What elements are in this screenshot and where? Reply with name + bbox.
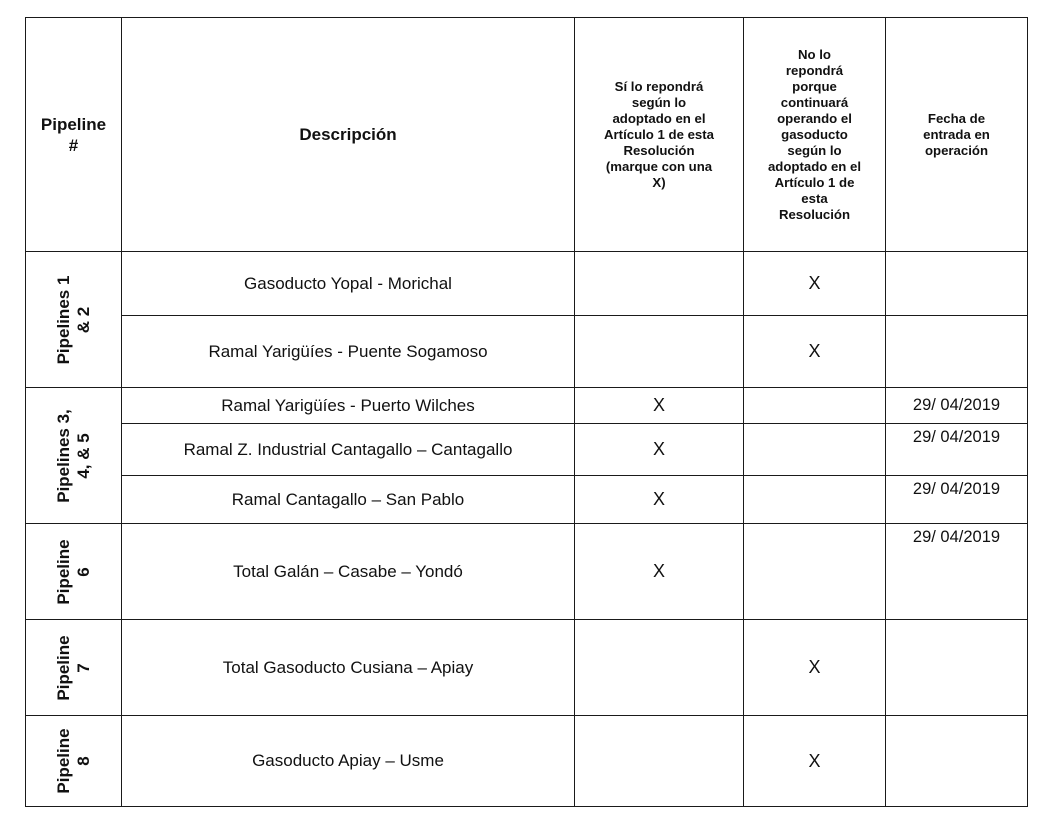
fecha-cell: 29/ 04/2019 <box>886 524 1028 620</box>
header-line: continuará <box>780 94 849 110</box>
header-line: X) <box>652 174 666 190</box>
header-description: Descripción <box>122 18 575 252</box>
group-label-line: Pipelines 1 <box>53 275 73 364</box>
no-cell <box>744 524 886 620</box>
header-pipeline <box>26 18 122 252</box>
header-line: adoptado en el <box>612 110 706 126</box>
header-line: Artículo 1 de <box>774 174 855 190</box>
si-cell: X <box>575 388 744 424</box>
header-line: gasoducto <box>781 126 848 142</box>
group-label-pipeline-8 <box>26 716 122 807</box>
group-label-line: Pipeline <box>53 634 73 701</box>
description-cell: Ramal Cantagallo – San Pablo <box>122 476 575 524</box>
group-label-line: & 2 <box>73 306 93 333</box>
header-line: (marque con una <box>605 158 713 174</box>
no-cell: X <box>744 252 886 316</box>
header-pipeline-line1: Pipeline <box>40 114 107 134</box>
no-cell <box>744 388 886 424</box>
description-cell: Ramal Yarigüíes - Puente Sogamoso <box>122 316 575 388</box>
si-cell: X <box>575 524 744 620</box>
description-cell: Total Galán – Casabe – Yondó <box>122 524 575 620</box>
description-cell: Gasoducto Apiay – Usme <box>122 716 575 807</box>
fecha-cell <box>886 716 1028 807</box>
si-cell: X <box>575 424 744 476</box>
header-line: según lo <box>787 142 842 158</box>
header-no-repondra <box>744 18 886 252</box>
table-row <box>26 620 1028 716</box>
no-cell: X <box>744 716 886 807</box>
fecha-cell <box>886 316 1028 388</box>
group-label-line: 4, & 5 <box>73 432 93 479</box>
si-cell <box>575 316 744 388</box>
group-label-line: Pipeline <box>53 538 73 605</box>
header-fecha <box>886 18 1028 252</box>
group-label-line: 6 <box>73 566 93 577</box>
no-cell <box>744 476 886 524</box>
header-si-repondra <box>575 18 744 252</box>
table-row <box>26 388 1028 424</box>
description-cell: Ramal Z. Industrial Cantagallo – Cantagallo <box>122 424 575 476</box>
group-label-pipeline-7 <box>26 620 122 716</box>
description-cell: Total Gasoducto Cusiana – Apiay <box>122 620 575 716</box>
group-label-line: 8 <box>73 756 93 766</box>
table-row <box>26 424 1028 476</box>
description-cell: Gasoducto Yopal - Morichal <box>122 252 575 316</box>
group-label-line: Pipelines 3, <box>53 408 73 503</box>
table-row <box>26 316 1028 388</box>
si-cell: X <box>575 476 744 524</box>
pipeline-table <box>25 17 1028 807</box>
header-row <box>26 18 1028 252</box>
fecha-cell: 29/ 04/2019 <box>886 424 1028 476</box>
header-line: esta <box>801 190 828 206</box>
header-line: porque <box>792 78 837 94</box>
group-label-line: 7 <box>73 662 93 673</box>
header-line: Sí lo repondrá <box>614 78 704 94</box>
si-cell <box>575 620 744 716</box>
si-cell <box>575 716 744 807</box>
table-row <box>26 716 1028 807</box>
header-line: Resolución <box>623 142 695 158</box>
header-line: No lo <box>798 46 831 62</box>
header-line: Resolución <box>778 206 851 222</box>
header-pipeline-line2: # <box>68 135 79 155</box>
header-line: Fecha de <box>927 110 986 126</box>
header-line: según lo <box>631 94 687 110</box>
header-line: operando el <box>777 110 852 126</box>
group-label-line: Pipeline <box>53 728 73 794</box>
table-row <box>26 252 1028 316</box>
si-cell <box>575 252 744 316</box>
header-line: entrada en <box>923 126 990 142</box>
no-cell <box>744 424 886 476</box>
table-row <box>26 476 1028 524</box>
table-row <box>26 524 1028 620</box>
header-line: operación <box>924 142 989 158</box>
no-cell: X <box>744 620 886 716</box>
header-line: Artículo 1 de esta <box>604 126 714 142</box>
no-cell: X <box>744 316 886 388</box>
fecha-cell: 29/ 04/2019 <box>886 388 1028 424</box>
fecha-cell <box>886 252 1028 316</box>
group-label-pipeline-6 <box>26 524 122 620</box>
group-label-pipelines-3-4-5 <box>26 388 122 524</box>
fecha-cell <box>886 620 1028 716</box>
description-cell: Ramal Yarigüíes - Puerto Wilches <box>122 388 575 424</box>
header-line: adoptado en el <box>767 158 862 174</box>
group-label-pipelines-1-2 <box>26 252 122 388</box>
header-line: repondrá <box>785 62 844 78</box>
fecha-cell: 29/ 04/2019 <box>886 476 1028 524</box>
